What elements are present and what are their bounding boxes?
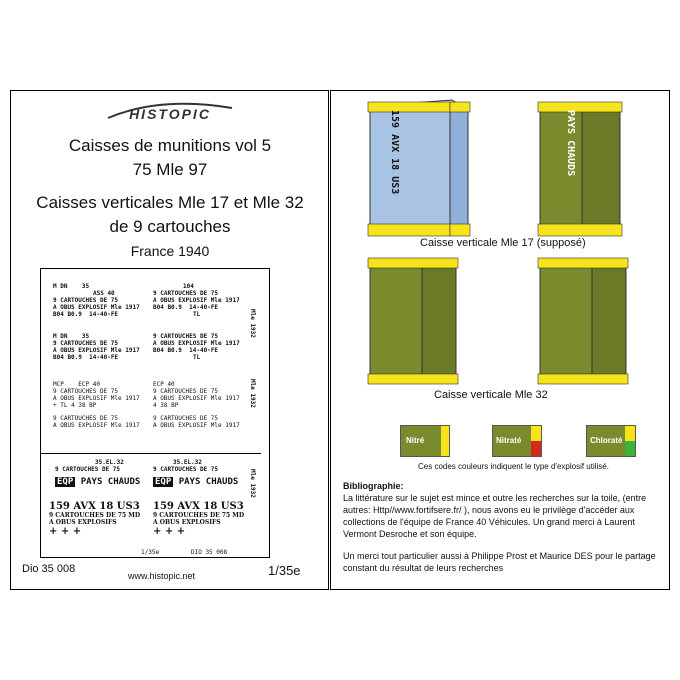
decal-text: TL bbox=[193, 311, 201, 318]
legend-label: Nitré bbox=[406, 436, 425, 445]
biblio-paragraph-2: Un merci tout particulier aussi à Philippe Prost et Maurice DES pour le partage constant du résultat de leurs recherches bbox=[343, 551, 656, 573]
decal-c-2 bbox=[153, 459, 238, 487]
decal-text: 9 CARTOUCHES DE 75 MD bbox=[49, 512, 141, 519]
decal-text: A OBUS EXPLOSIF Mle 1917 bbox=[53, 422, 140, 429]
legend-label: Chloraté bbox=[590, 436, 623, 445]
logo bbox=[100, 98, 240, 131]
decal-a-1 bbox=[53, 283, 140, 318]
decal-text: EQP bbox=[155, 477, 172, 487]
decal-c-1 bbox=[55, 459, 140, 487]
decal-text: A OBUS EXPLOSIF Mle 1917 bbox=[153, 297, 240, 304]
decal-text: 9 CARTOUCHES DE 75 bbox=[153, 290, 219, 297]
decal-text: ECP 40 bbox=[153, 381, 175, 388]
decal-text: 9 CARTOUCHES DE 75 bbox=[153, 466, 219, 473]
decal-d-1: 159 AVX 18 US3 9 CARTOUCHES DE 75 MD A OBUS EXPLOSIFS + + + bbox=[49, 501, 141, 537]
decal-text: A OBUS EXPLOSIF Mle 1917 bbox=[153, 422, 240, 429]
title-line2: 75 Mle 97 bbox=[132, 160, 208, 179]
decal-b-2 bbox=[153, 381, 240, 409]
decal-text: ASS 40 bbox=[93, 290, 115, 297]
decal-text: TL bbox=[60, 402, 68, 409]
decal-text: B04 B0.9 bbox=[153, 347, 182, 354]
footer-site: www.histopic.net bbox=[128, 571, 196, 581]
title-line3: Caisses verticales Mle 17 et Mle 32 bbox=[36, 193, 304, 212]
decal-text: 9 CARTOUCHES DE 75 bbox=[153, 388, 219, 395]
decal-b-3 bbox=[53, 415, 140, 429]
decal-text: M DN bbox=[53, 333, 68, 340]
decal-text: A OBUS EXPLOSIF Mle 1917 bbox=[53, 395, 140, 402]
crate-green-2 bbox=[368, 258, 458, 384]
legend-stripe bbox=[531, 441, 541, 456]
footer-ref: Dio 35 008 bbox=[22, 563, 76, 575]
title-line4: de 9 cartouches bbox=[109, 217, 231, 236]
crate-green-1 bbox=[538, 102, 622, 236]
crate-caption-2: Caisse verticale Mle 32 bbox=[434, 389, 548, 401]
decal-text: 9 CARTOUCHES DE 75 bbox=[53, 415, 119, 422]
decal-text: 35 bbox=[81, 283, 90, 290]
decal-text: A OBUS EXPLOSIF Mle 1917 bbox=[153, 340, 240, 347]
sheet-scale: 1/35e bbox=[141, 549, 160, 556]
decal-text: PAYS CHAUDS bbox=[80, 477, 141, 487]
crate-green-text: PAYS CHAUDS bbox=[565, 110, 576, 177]
crate-blue bbox=[368, 100, 470, 236]
decal-text: A OBUS EXPLOSIF Mle 1917 bbox=[53, 304, 140, 311]
legend-stripe bbox=[531, 426, 541, 441]
decal-text: 35.EL.32 bbox=[173, 459, 202, 466]
title-line1: Caisses de munitions vol 5 bbox=[68, 136, 272, 155]
crate-blue-text: 159 AVX 18 US3 bbox=[389, 110, 400, 195]
logo-text: HISTOPIC bbox=[129, 106, 211, 122]
decal-text: 14-40-FE bbox=[189, 347, 219, 354]
decal-text: 14-40-FE bbox=[189, 304, 219, 311]
decal-text: ECP 40 bbox=[78, 381, 100, 388]
side-label: Mle 1932 bbox=[249, 469, 256, 498]
decal-text: 14-40-FE bbox=[89, 354, 119, 361]
decal-a-2 bbox=[153, 283, 240, 318]
footer-scale: 1/35e bbox=[268, 563, 301, 578]
legend-chlorate bbox=[586, 425, 636, 457]
biblio-paragraph-1: La littérature sur le sujet est mince et outre les recherches sur la toile, (entre autres: Http//www.fortifsere.fr/ ), nous avons eu le privilège d'accéder aux collections de l'équipe de France 40 Véhicules. Un grand merci à Laurent Vermont Desroche et son équipe. bbox=[343, 493, 647, 539]
bibliography bbox=[343, 480, 661, 574]
decal-text: 38 BP bbox=[160, 402, 179, 409]
decal-text: EQP bbox=[57, 477, 74, 487]
decal-text: 9 CARTOUCHES DE 75 bbox=[55, 466, 121, 473]
decal-text: TL bbox=[193, 354, 201, 361]
decal-text: 159 AVX 18 US3 bbox=[49, 501, 140, 512]
decal-b-4 bbox=[153, 415, 240, 429]
decal-text: 9 CARTOUCHES DE 75 bbox=[53, 297, 119, 304]
decal-text: 4 bbox=[153, 402, 157, 409]
decal-text: 14-40-FE bbox=[89, 311, 119, 318]
side-label: Mle 1932 bbox=[249, 309, 256, 338]
decal-text: 9 CARTOUCHES DE 75 MD bbox=[153, 512, 245, 519]
decal-text: 9 CARTOUCHES DE 75 bbox=[53, 388, 119, 395]
decal-d-2: 159 AVX 18 US3 9 CARTOUCHES DE 75 MD A OBUS EXPLOSIFS + + + bbox=[153, 501, 245, 537]
decal-text: A OBUS EXPLOSIF Mle 1917 bbox=[153, 395, 240, 402]
decal-a-3 bbox=[53, 333, 140, 361]
decal-text: 104 bbox=[183, 283, 194, 290]
side-label: Mle 1932 bbox=[249, 379, 256, 408]
decal-text: MCP bbox=[53, 381, 64, 388]
crate-caption-1: Caisse verticale Mle 17 (supposé) bbox=[420, 237, 586, 249]
legend-stripe bbox=[441, 426, 449, 456]
decal-text: 38 BP bbox=[78, 402, 97, 409]
sheet-divider bbox=[41, 453, 261, 454]
decal-text: M DN bbox=[53, 283, 68, 290]
decal-sheet bbox=[40, 268, 270, 558]
crate-green-3 bbox=[538, 258, 628, 384]
legend-label: Nitraté bbox=[496, 436, 522, 445]
decal-text: 9 CARTOUCHES DE 75 bbox=[153, 333, 219, 340]
decal-text: 35.EL.32 bbox=[95, 459, 124, 466]
title-line5: France 1940 bbox=[130, 243, 210, 259]
decal-text: B04 B0.9 bbox=[53, 311, 82, 318]
decal-text: PAYS CHAUDS bbox=[178, 477, 239, 487]
sheet-ref: DIO 35 008 bbox=[191, 549, 228, 556]
legend-nitrate bbox=[492, 425, 542, 457]
decal-b-1: MCP ECP 40 9 CARTOUCHES DE 75 A OBUS EXPLOSIF Mle 1917 + TL 4 38 BP bbox=[53, 381, 140, 409]
decal-text: 9 CARTOUCHES DE 75 bbox=[153, 415, 219, 422]
decal-text: 35 bbox=[81, 333, 90, 340]
decal-text: 159 AVX 18 US3 bbox=[153, 501, 244, 512]
decal-text: A OBUS EXPLOSIFS bbox=[49, 519, 117, 526]
decal-text: 9 CARTOUCHES DE 75 bbox=[53, 340, 119, 347]
legend-note: Ces codes couleurs indiquent le type d'explosif utilisé. bbox=[418, 462, 609, 471]
legend-stripe bbox=[625, 426, 635, 441]
decal-a-4 bbox=[153, 333, 240, 361]
legend-nitre bbox=[400, 425, 450, 457]
legend-stripe bbox=[625, 441, 635, 456]
decal-text: A OBUS EXPLOSIF Mle 1917 bbox=[53, 347, 140, 354]
decal-text: A OBUS EXPLOSIFS bbox=[153, 519, 221, 526]
biblio-heading: Bibliographie: bbox=[343, 481, 404, 491]
decal-text: B04 B0.9 bbox=[53, 354, 82, 361]
decal-text: 4 bbox=[71, 402, 75, 409]
decal-text: B04 B0.9 bbox=[153, 304, 182, 311]
